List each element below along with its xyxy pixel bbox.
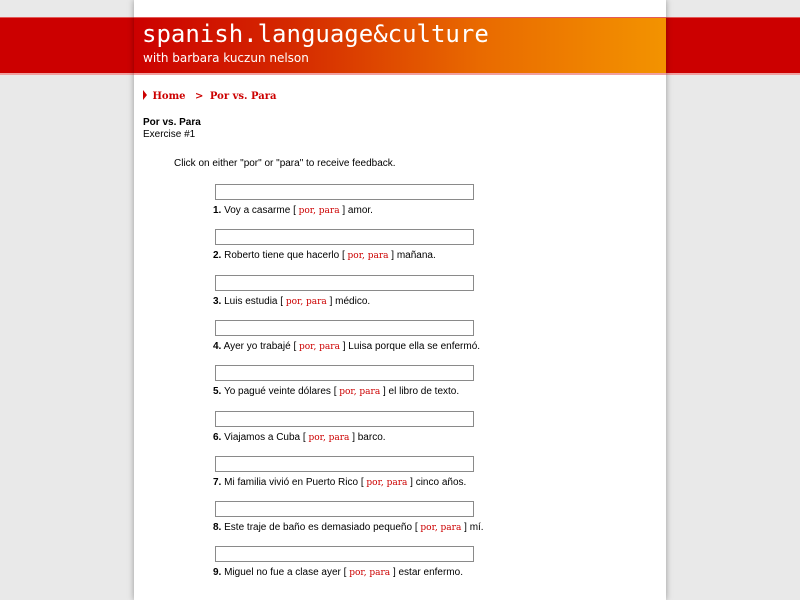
exercise-subtitle: Exercise #1 [143,129,196,140]
question-text-after: el libro de texto. [388,386,460,397]
question-text-before: Ayer yo trabajé [223,341,291,352]
question-number: 7. [213,477,222,488]
question-number: 6. [213,432,222,443]
para-choice-link[interactable]: para [328,433,350,443]
exercise-instructions: Click on either "por" or "para" to receive feedback. [174,158,396,169]
choice-comma: , [380,478,384,488]
question-number: 4. [213,341,222,352]
por-choice-link[interactable]: por [285,297,301,307]
bracket-close: ] [329,296,333,307]
question-item [213,522,484,533]
bracket-close: ] [382,386,386,397]
bracket-open: [ [343,567,347,578]
para-choice-link[interactable]: para [359,387,381,397]
breadcrumb-home-link[interactable]: Home [152,91,186,102]
choice-comma: , [322,433,326,443]
choice-comma: , [300,297,304,307]
para-choice-link[interactable]: para [386,478,408,488]
question-text-before: Roberto tiene que hacerlo [224,250,340,261]
feedback-box [215,184,474,200]
question-text-after: médico. [335,296,371,307]
question-text-before: Miguel no fue a clase ayer [224,567,341,578]
por-choice-link[interactable]: por [349,568,364,578]
question-text-before: Voy a casarme [224,205,291,216]
breadcrumb [143,90,276,102]
question-text-after: estar enfermo. [398,567,463,578]
bracket-close: ] [392,567,396,578]
por-choice-link[interactable]: por [339,387,354,397]
bracket-close: ] [342,205,346,216]
question-text-before: Este traje de baño es demasiado pequeño [224,522,413,533]
question-number: 3. [213,296,222,307]
por-choice-link[interactable]: por [420,523,435,533]
question-text-after: cinco años. [415,477,467,488]
question-text-after: amor. [347,205,373,216]
feedback-box [215,501,474,517]
question-text-before: Yo pagué veinte dólares [223,386,331,397]
breadcrumb-current-link[interactable]: Por vs. Para [209,91,277,102]
question-text-before: Luis estudia [224,296,278,307]
para-choice-link[interactable]: para [369,568,391,578]
bracket-close: ] [464,522,467,533]
bracket-open: [ [293,205,296,216]
question-number: 5. [213,386,222,397]
question-text-after: mí. [469,522,484,533]
bracket-open: [ [341,250,345,261]
question-item [213,341,480,352]
bracket-close: ] [352,432,355,443]
bracket-open: [ [280,296,284,307]
site-subtitle: with barbara kuczun nelson [143,51,309,65]
question-text-after: mañana. [396,250,436,261]
question-text-before: Mi familia vivió en Puerto Rico [224,477,359,488]
question-number: 9. [213,567,222,578]
question-number: 2. [213,250,222,261]
feedback-box [215,320,474,336]
feedback-box [215,411,474,427]
choice-comma: , [313,342,317,352]
question-text-before: Viajamos a Cuba [224,432,301,443]
bracket-open: [ [360,477,364,488]
choice-comma: , [362,251,365,261]
triangle-right-icon [143,90,147,100]
para-choice-link[interactable]: para [319,342,340,352]
question-text-after: barco. [357,432,386,443]
choice-comma: , [434,523,438,533]
para-choice-link[interactable]: para [318,206,340,216]
bracket-close: ] [410,477,413,488]
choice-comma: , [353,387,357,397]
feedback-box [215,229,474,245]
por-choice-link[interactable]: por [366,478,381,488]
por-choice-link[interactable]: por [308,433,323,443]
question-item [213,386,459,397]
bracket-open: [ [293,341,297,352]
para-choice-link[interactable]: para [306,297,327,307]
choice-comma: , [313,206,316,216]
question-item [213,250,436,261]
feedback-box [215,456,474,472]
para-choice-link[interactable]: para [440,523,462,533]
question-item [213,205,373,216]
question-item [213,567,463,578]
bracket-open: [ [302,432,306,443]
question-item [213,296,370,307]
feedback-box [215,365,474,381]
bracket-open: [ [333,386,337,397]
feedback-box [215,275,474,291]
por-choice-link[interactable]: por [299,342,314,352]
bracket-close: ] [342,341,346,352]
por-choice-link[interactable]: por [298,206,314,216]
question-item [213,477,466,488]
para-choice-link[interactable]: para [367,251,389,261]
por-choice-link[interactable]: por [347,251,363,261]
question-item [213,432,386,443]
question-number: 1. [213,205,222,216]
site-title: spanish.language&culture [142,20,489,48]
question-number: 8. [213,522,222,533]
breadcrumb-separator: > [195,91,204,102]
choice-comma: , [363,568,367,578]
bracket-close: ] [391,250,395,261]
question-text-after: Luisa porque ella se enfermó. [348,341,481,352]
feedback-box [215,546,474,562]
bracket-open: [ [414,522,418,533]
exercise-title: Por vs. Para [143,117,201,128]
